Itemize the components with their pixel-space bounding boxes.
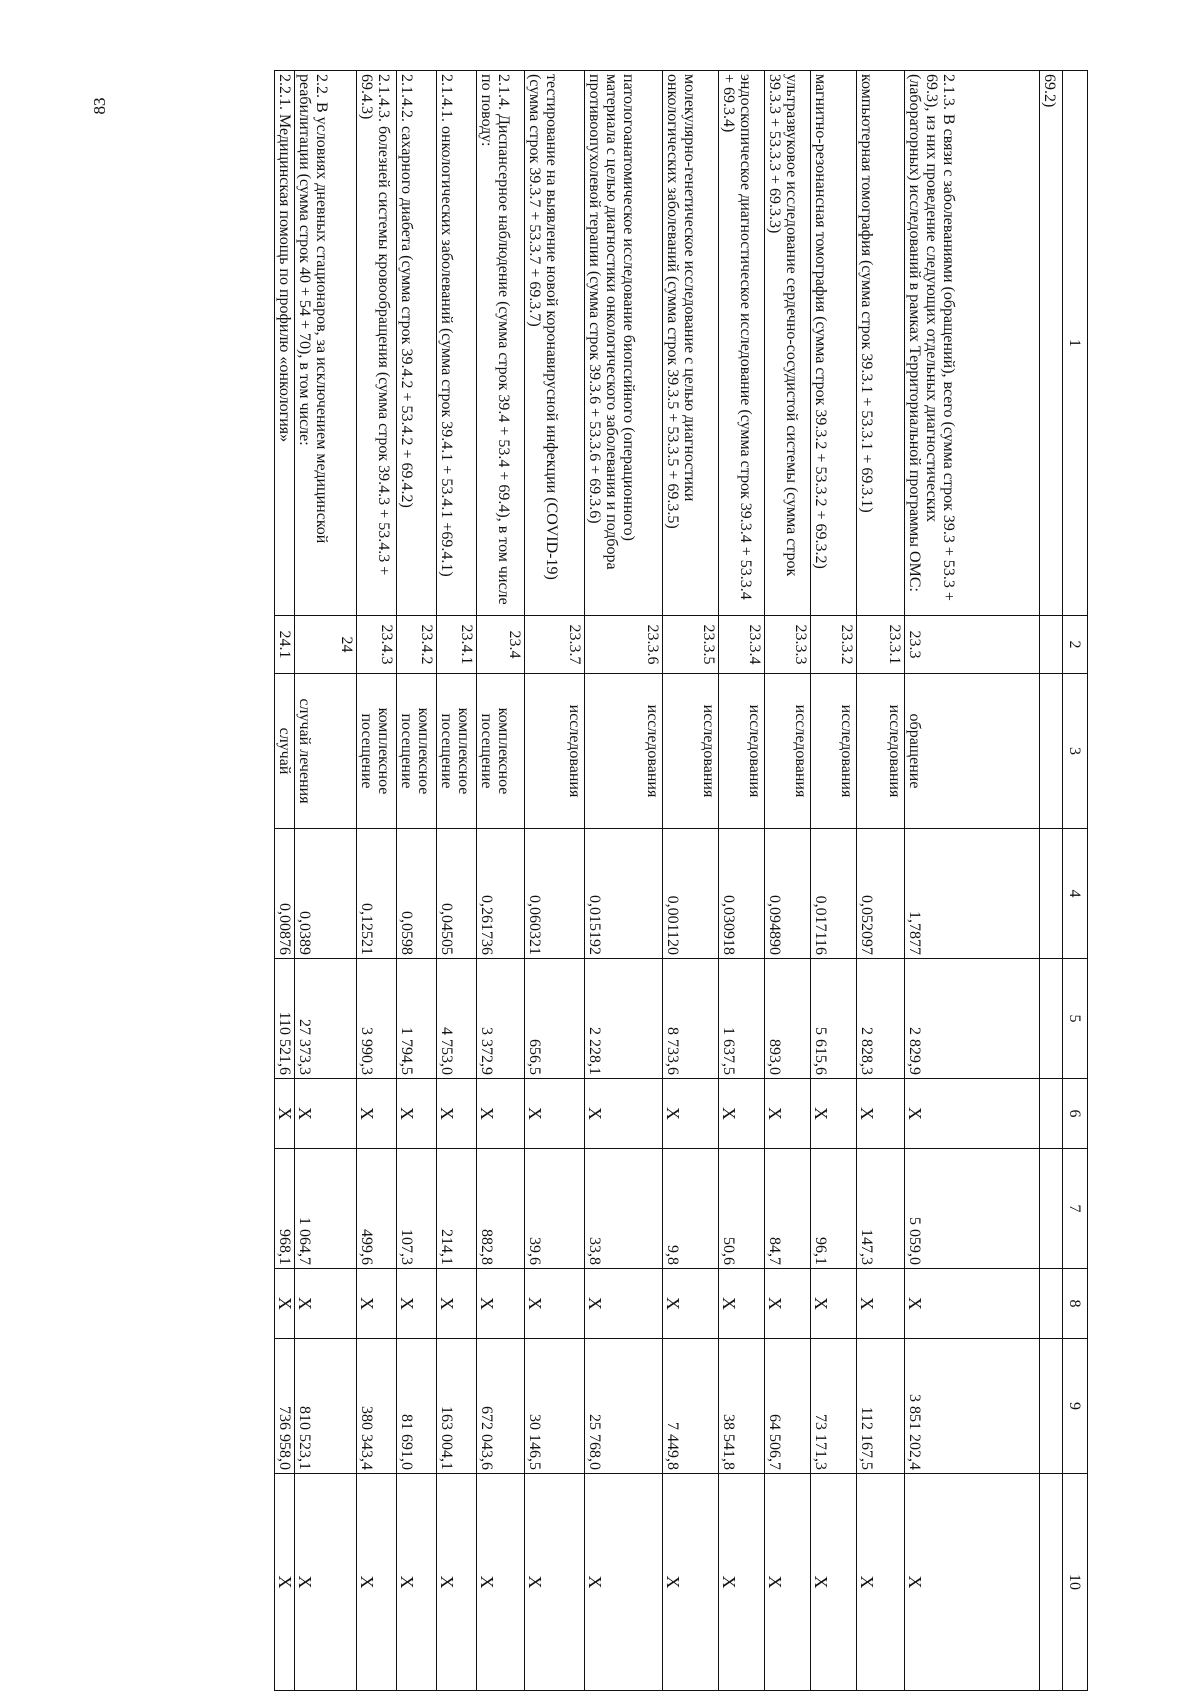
cell-c1: 2.1.4.2. сахарного диабета (сумма строк 39.4.2 + 53.4.2 + 69.4.2)	[397, 71, 437, 616]
cell-c9: 380 343,4	[357, 1339, 397, 1474]
cell-c4: 0,001120	[663, 829, 719, 959]
cell-c8: Х	[437, 1269, 477, 1339]
cell-c8: Х	[663, 1269, 719, 1339]
cell-c6: Х	[663, 1079, 719, 1149]
cell-c9: 736 958,0	[275, 1339, 295, 1474]
cell-c10: Х	[357, 1474, 397, 1691]
cell-c10: Х	[397, 1474, 437, 1691]
cell-c2: 23.3	[905, 616, 1040, 674]
cell-c7: 107,3	[397, 1149, 437, 1269]
cell-c6: Х	[477, 1079, 525, 1149]
table-row	[663, 71, 719, 1691]
cell-c4: 0,015192	[585, 829, 663, 959]
column-header: 9	[1063, 1339, 1088, 1474]
cell-c7: 39,6	[525, 1149, 585, 1269]
cell-c1: 2.1.4.1. онкологических заболеваний (сумма строк 39.4.1 + 53.4.1 +69.4.1)	[437, 71, 477, 616]
cell-c7: 882,8	[477, 1149, 525, 1269]
cell-c4: 0,030918	[719, 829, 765, 959]
cell-c9: 64 506,7	[765, 1339, 811, 1474]
cell-c2: 23.3.5	[663, 616, 719, 674]
table-row	[477, 71, 525, 1691]
table-row	[357, 71, 397, 1691]
cell-c8: Х	[477, 1269, 525, 1339]
cell-c10: Х	[477, 1474, 525, 1691]
cell-c9: 3 851 202,4	[905, 1339, 1040, 1474]
cell-c7: 9,8	[663, 1149, 719, 1269]
table-row	[295, 71, 357, 1691]
cell-c7: 5 059,0	[905, 1149, 1040, 1269]
cell-c9: 81 691,0	[397, 1339, 437, 1474]
cell-c4: 0,261736	[477, 829, 525, 959]
cell-c8: Х	[905, 1269, 1040, 1339]
cell-c5: 3 990,3	[357, 959, 397, 1079]
cell-c8: Х	[857, 1269, 905, 1339]
cell-c1: тестирование на выявление новой коронавирусной инфекции (COVID-19) (сумма строк 39.3.7 + 53.3.7 + 69.3.7)	[525, 71, 585, 616]
cell-c10: Х	[275, 1474, 295, 1691]
cell-c9: 38 541,8	[719, 1339, 765, 1474]
cell-c9: 73 171,3	[811, 1339, 857, 1474]
cell-c2: 23.4.1	[437, 616, 477, 674]
cell-c10: Х	[765, 1474, 811, 1691]
cell-c1: ультразвуковое исследование сердечно-сосудистой системы (сумма строк 39.3.3 + 53.3.3 + 69.3.3)	[765, 71, 811, 616]
cell-c3: исследования	[857, 674, 905, 829]
cell-c5: 656,5	[525, 959, 585, 1079]
cell-c2: 23.3.2	[811, 616, 857, 674]
cell-c3: комплексное посещение	[397, 674, 437, 829]
cell-c5: 8 733,6	[663, 959, 719, 1079]
cell-c5: 2 829,9	[905, 959, 1040, 1079]
cell-c1: эндоскопическое диагностическое исследование (сумма строк 39.3.4 + 53.3.4 + 69.3.4)	[719, 71, 765, 616]
column-header: 8	[1063, 1269, 1088, 1339]
table-row	[765, 71, 811, 1691]
table-row	[585, 71, 663, 1691]
cell-c8: Х	[275, 1269, 295, 1339]
cell-c3: случай	[275, 674, 295, 829]
cell-c10: Х	[295, 1474, 357, 1691]
cell-c7: 1 064,7	[295, 1149, 357, 1269]
cell-c3: исследования	[663, 674, 719, 829]
cell-c5: 110 521,6	[275, 959, 295, 1079]
continuation-row	[1040, 71, 1063, 1691]
column-header: 6	[1063, 1079, 1088, 1149]
cell-c4: 0,00876	[275, 829, 295, 959]
cell-c7: 96,1	[811, 1149, 857, 1269]
cell-c8: Х	[719, 1269, 765, 1339]
cell-c6: Х	[585, 1079, 663, 1149]
table-row	[437, 71, 477, 1691]
rotated-table-container	[188, 70, 1088, 1690]
cell-c7: 50,6	[719, 1149, 765, 1269]
cell-c4: 0,12521	[357, 829, 397, 959]
cell-c3: комплексное посещение	[477, 674, 525, 829]
cell-c1: 2.2.1. Медицинская помощь по профилю «онкология»	[275, 71, 295, 616]
table-row	[275, 71, 295, 1691]
cell-c4: 1,7877	[905, 829, 1040, 959]
cell-c2: 23.3.4	[719, 616, 765, 674]
column-header: 4	[1063, 829, 1088, 959]
cell-c10: Х	[811, 1474, 857, 1691]
cell-c2: 24.1	[275, 616, 295, 674]
cell-c8: Х	[397, 1269, 437, 1339]
cell-c1: патологоанатомическое исследование биопсийного (операционного) материала с целью диагностики онкологического заболевания и подбора противоопухолевой терапии (сумма строк 39.3.6 + 53.3.6 + 69.3.6)	[585, 71, 663, 616]
cell-c2: 23.3.6	[585, 616, 663, 674]
cell-c4: 0,0389	[295, 829, 357, 959]
cell-c5: 1 794,5	[397, 959, 437, 1079]
cell-c1: 2.1.4.3. болезней системы кровообращения (сумма строк 39.4.3 + 53.4.3 + 69.4.3)	[357, 71, 397, 616]
cell-c5: 2 228,1	[585, 959, 663, 1079]
table-row	[857, 71, 905, 1691]
cell-c2: 24	[295, 616, 357, 674]
cell-c3: исследования	[719, 674, 765, 829]
cell-c7: 214,1	[437, 1149, 477, 1269]
cell-c4: 0,094890	[765, 829, 811, 959]
cell-c6: Х	[295, 1079, 357, 1149]
cell-c6: Х	[397, 1079, 437, 1149]
cell-c5: 5 615,6	[811, 959, 857, 1079]
column-header: 3	[1063, 674, 1088, 829]
cell-c2: 23.4.2	[397, 616, 437, 674]
cell-c4: 0,052097	[857, 829, 905, 959]
cell-c6: Х	[437, 1079, 477, 1149]
cell-c3: исследования	[765, 674, 811, 829]
cell-c8: Х	[585, 1269, 663, 1339]
cell-c10: Х	[857, 1474, 905, 1691]
table-row	[525, 71, 585, 1691]
cell-c1: 2.2. В условиях дневных стационаров, за исключением медицинской реабилитации (сумма строк 40 + 54 + 70), в том числе:	[295, 71, 357, 616]
table-row	[905, 71, 1040, 1691]
cell-c4: 0,017116	[811, 829, 857, 959]
cell-c5: 1 637,5	[719, 959, 765, 1079]
cell-c5: 3 372,9	[477, 959, 525, 1079]
cell-c8: Х	[811, 1269, 857, 1339]
cell-c3: исследования	[525, 674, 585, 829]
column-header: 2	[1063, 616, 1088, 674]
cell-c9: 810 523,1	[295, 1339, 357, 1474]
cell-c2: 23.4.3	[357, 616, 397, 674]
cell-c10: Х	[437, 1474, 477, 1691]
cell-c8: Х	[357, 1269, 397, 1339]
column-header: 1	[1063, 71, 1088, 616]
cell-c7: 968,1	[275, 1149, 295, 1269]
table-row	[397, 71, 437, 1691]
cell-c9: 672 043,6	[477, 1339, 525, 1474]
table-row	[719, 71, 765, 1691]
cell-c5: 4 753,0	[437, 959, 477, 1079]
cell-c3: комплексное посещение	[357, 674, 397, 829]
cell-c6: Х	[719, 1079, 765, 1149]
cell-c10: Х	[585, 1474, 663, 1691]
cell-c2: 23.4	[477, 616, 525, 674]
cell-c10: Х	[719, 1474, 765, 1691]
cell-c9: 163 004,1	[437, 1339, 477, 1474]
cell-c9: 25 768,0	[585, 1339, 663, 1474]
cell-c4: 0,04505	[437, 829, 477, 959]
cell-c4: 0,0598	[397, 829, 437, 959]
cell-c7: 84,7	[765, 1149, 811, 1269]
cell-c9: 112 167,5	[857, 1339, 905, 1474]
cell-c1: 2.1.3. В связи с заболеваниями (обращений), всего (сумма строк 39.3 + 53.3 + 69.3), из них проведение следующих отдельных диагностических (лабораторных) исследований в рамках Территориальной программы ОМС:	[905, 71, 1040, 616]
cell-c6: Х	[765, 1079, 811, 1149]
table-row	[811, 71, 857, 1691]
data-table	[274, 70, 1088, 1691]
cell-c6: Х	[811, 1079, 857, 1149]
page-number: 83	[90, 97, 109, 115]
cell-c3: комплексное посещение	[437, 674, 477, 829]
column-header: 10	[1063, 1474, 1088, 1691]
cell-c1: 2.1.4. Диспансерное наблюдение (сумма строк 39.4 + 53.4 + 69.4), в том числе по поводу:	[477, 71, 525, 616]
cell-c2: 23.3.3	[765, 616, 811, 674]
cell-c7: 147,3	[857, 1149, 905, 1269]
cell-c3: исследования	[585, 674, 663, 829]
cell-c5: 893,0	[765, 959, 811, 1079]
cell-c8: Х	[295, 1269, 357, 1339]
cell-c6: Х	[275, 1079, 295, 1149]
cell-c6: Х	[905, 1079, 1040, 1149]
header-row	[1063, 71, 1088, 1691]
cell-c3: случай лечения	[295, 674, 357, 829]
cell-c9: 7 449,8	[663, 1339, 719, 1474]
cell-c6: Х	[525, 1079, 585, 1149]
cell-c2: 23.3.7	[525, 616, 585, 674]
cell-c8: Х	[765, 1269, 811, 1339]
cell-c2: 23.3.1	[857, 616, 905, 674]
cell-c6: Х	[857, 1079, 905, 1149]
cell-c6: Х	[357, 1079, 397, 1149]
cell-c1: молекулярно-генетическое исследование с целью диагностики онкологических заболеваний (сумма строк 39.3.5 + 53.3.5 + 69.3.5)	[663, 71, 719, 616]
cell-c5: 27 373,3	[295, 959, 357, 1079]
cell-c10: Х	[905, 1474, 1040, 1691]
cell-c9: 30 146,5	[525, 1339, 585, 1474]
cell-c1: компьютерная томография (сумма строк 39.3.1 + 53.3.1 + 69.3.1)	[857, 71, 905, 616]
cell-c4: 0,060321	[525, 829, 585, 959]
cell-c3: обращение	[905, 674, 1040, 829]
cell-c1: магнитно-резонансная томография (сумма строк 39.3.2 + 53.3.2 + 69.3.2)	[811, 71, 857, 616]
cell-c5: 2 828,3	[857, 959, 905, 1079]
column-header: 5	[1063, 959, 1088, 1079]
cell-c7: 33,8	[585, 1149, 663, 1269]
cell-c10: Х	[663, 1474, 719, 1691]
cell-c7: 499,6	[357, 1149, 397, 1269]
cell-c10: Х	[525, 1474, 585, 1691]
cell-c3: исследования	[811, 674, 857, 829]
cell-c8: Х	[525, 1269, 585, 1339]
continuation-cell: 69.2)	[1040, 71, 1063, 616]
column-header: 7	[1063, 1149, 1088, 1269]
